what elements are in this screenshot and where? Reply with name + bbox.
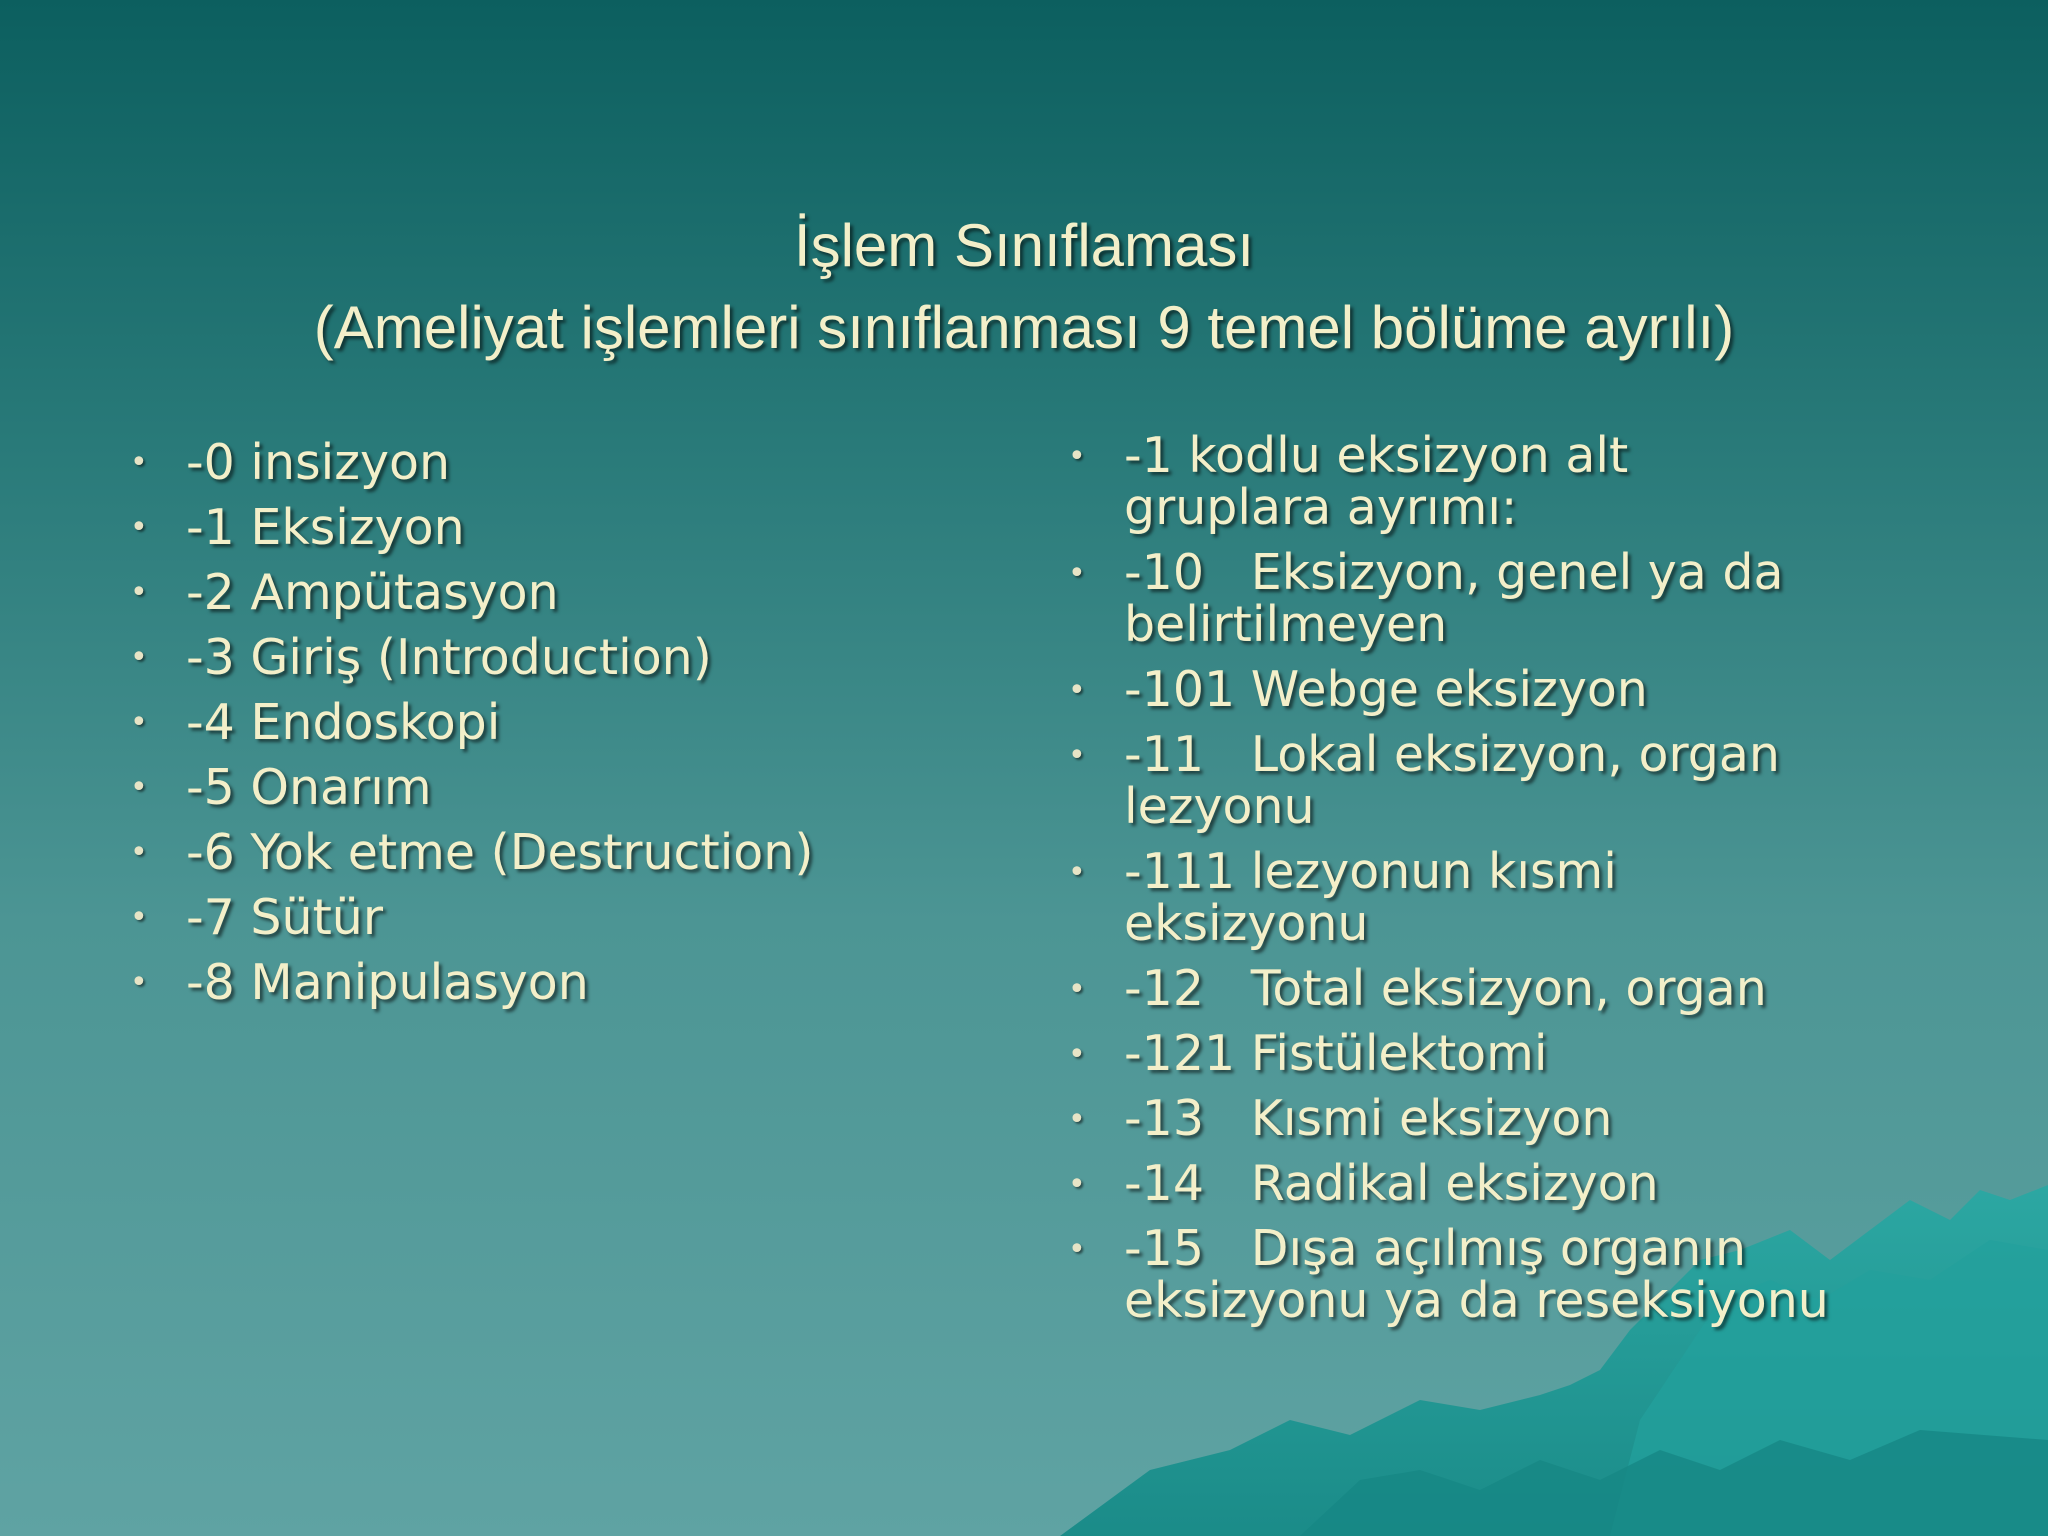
bullet-icon: • xyxy=(130,510,148,545)
right-bullet-list xyxy=(1068,427,2044,1340)
list-item-text: -4 Endoskopi xyxy=(186,694,501,751)
list-item-text: -1 kodlu eksizyon alt gruplara ayrımı: xyxy=(1124,427,1629,536)
list-item-text: -13 Kısmi eksizyon xyxy=(1124,1090,1613,1147)
title-line-2: (Ameliyat işlemleri sınıflanması 9 temel bölüme ayrılı) xyxy=(313,294,1735,361)
list-item xyxy=(1068,960,2044,1017)
bullet-icon: • xyxy=(1068,855,1086,890)
list-item-text: -111 lezyonun kısmi eksizyonu xyxy=(1124,843,1617,952)
title-line-1: İşlem Sınıflaması xyxy=(793,212,1255,279)
list-item-text: -14 Radikal eksizyon xyxy=(1124,1155,1659,1212)
list-item xyxy=(1068,661,2044,718)
list-item xyxy=(130,625,946,690)
list-item-text: -8 Manipulasyon xyxy=(186,954,589,1011)
bullet-icon: • xyxy=(1068,556,1086,591)
list-item-text: -11 Lokal eksizyon, organ lezyonu xyxy=(1124,726,1780,835)
list-item-text: -6 Yok etme (Destruction) xyxy=(186,824,814,881)
list-item xyxy=(1068,427,2044,536)
list-item-text: -3 Giriş (Introduction) xyxy=(186,629,712,686)
bullet-icon: • xyxy=(1068,738,1086,773)
bullet-icon: • xyxy=(1068,972,1086,1007)
list-item xyxy=(1068,1220,2044,1329)
list-item-text: -1 Eksizyon xyxy=(186,499,465,556)
list-item-text: -15 Dışa açılmış organın eksizyonu ya da reseksiyonu xyxy=(1124,1220,1829,1329)
bullet-icon: • xyxy=(130,835,148,870)
list-item xyxy=(1068,1025,2044,1082)
list-item-text: -10 Eksizyon, genel ya da belirtilmeyen xyxy=(1124,544,1784,653)
list-item xyxy=(1068,1155,2044,1212)
slide-title xyxy=(0,205,2048,369)
bullet-icon: • xyxy=(1068,1037,1086,1072)
bullet-icon: • xyxy=(130,900,148,935)
list-item xyxy=(130,430,946,495)
bullet-icon: • xyxy=(1068,1232,1086,1267)
list-item xyxy=(1068,1090,2044,1147)
list-item xyxy=(130,885,946,950)
list-item-text: -12 Total eksizyon, organ xyxy=(1124,960,1767,1017)
bullet-icon: • xyxy=(130,770,148,805)
list-item xyxy=(1068,726,2044,835)
list-item-text: -101 Webge eksizyon xyxy=(1124,661,1648,718)
list-item xyxy=(130,560,946,625)
list-item xyxy=(130,755,946,820)
list-item-text: -2 Ampütasyon xyxy=(186,564,559,621)
bullet-icon: • xyxy=(130,705,148,740)
list-item xyxy=(130,820,946,885)
list-item xyxy=(1068,843,2044,952)
bullet-icon: • xyxy=(1068,1167,1086,1202)
list-item xyxy=(130,950,946,1015)
list-item-text: -0 insizyon xyxy=(186,434,450,491)
bullet-icon: • xyxy=(130,965,148,1000)
bullet-icon: • xyxy=(130,575,148,610)
bullet-icon: • xyxy=(1068,439,1086,474)
list-item-text: -121 Fistülektomi xyxy=(1124,1025,1548,1082)
bullet-icon: • xyxy=(1068,673,1086,708)
list-item xyxy=(1068,544,2044,653)
list-item xyxy=(130,690,946,755)
bullet-icon: • xyxy=(130,445,148,480)
list-item-text: -7 Sütür xyxy=(186,889,384,946)
list-item xyxy=(130,495,946,560)
left-bullet-list xyxy=(130,430,946,1015)
bullet-icon: • xyxy=(1068,1102,1086,1137)
bullet-icon: • xyxy=(130,640,148,675)
list-item-text: -5 Onarım xyxy=(186,759,432,816)
